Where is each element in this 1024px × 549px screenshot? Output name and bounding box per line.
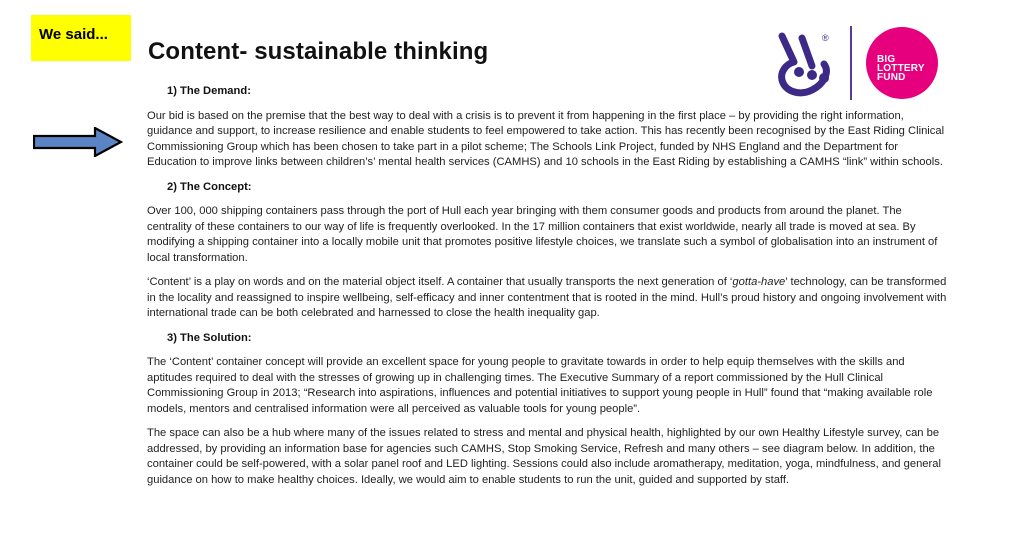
registered-mark: ®: [822, 33, 829, 43]
right-arrow-icon: [33, 127, 123, 157]
solution-paragraph-1: The ‘Content’ container concept will provide an excellent space for young people to gravitate towards in order to help equip themselves with the skills and aptitudes required to deal with the stresses of growing up in challenging times. The Executive Summary of a report commissioned by the Hull Clinical Commissioning Group in 2013; “Research into aspirations, influences and potential initiatives to support young people in Hull” found that “making available role models, mentors and centralised information were all perceived as valuable tools for young people”.: [147, 356, 933, 415]
demand-paragraph: Our bid is based on the premise that the best way to deal with a crisis is to prevent it from happening in the first place – by providing the right information, guidance and support, to increase resilience and enable students to feel empowered to take action. This has recently been recognised by the East Riding Clinical Commissioning Group which has been chosen to take part in a pilot scheme; The Schools Link Project, funded by NHS England and the Department for Education to improve links between children’s’ mental health services (CAMHS) and 10 schools in the East Riding by establishing a CAMHS “link” within schools.: [147, 109, 945, 168]
we-said-badge: [31, 15, 131, 61]
section-heading-demand: 1) The Demand:: [167, 85, 251, 97]
concept-paragraph-2: ‘Content’ is a play on words and on the material object itself. A container that usually transports the next generation of ‘gotta-have’ technology, can be transformed in the locality and reassigned to inspire wellbeing, self-efficacy and inner contentment that is rooted in the mind. Hull’s proud history and ongoing involvement with international trade can be both celebrated and harnessed to close the health inequality gap.: [147, 276, 947, 319]
concept-paragraph-1: Over 100, 000 shipping containers pass through the port of Hull each year bringing with them consumer goods and products from around the planet. The centrality of these containers to our way of life is frequently overlooked. In the 17 million containers that exist worldwide, nearly all trade is moved at sea. By modifying a shipping container into a locally mobile unit that promotes positive lifestyle choices, we translate such a symbol of globalisation into an instrument of local transformation.: [147, 205, 938, 264]
we-said-text: We said...: [39, 26, 108, 43]
solution-paragraph-2: The space can also be a hub where many of the issues related to stress and mental and physical health, highlighted by our own Healthy Lifestyle survey, can be addressed, by providing an information base for agencies such CAMHS, Stop Smoking Service, Refresh and many others – see diagram below. In addition, the container could be self-powered, with a solar panel roof and LED lighting. Sessions could also include aromatherapy, meditation, yoga, mindfulness, and general guidance on how to make healthy choices. Ideally, we would aim to enable students to run the unit, guided and supported by staff.: [147, 427, 941, 486]
big-lottery-text: BIG LOTTERY FUND: [877, 54, 925, 83]
section-heading-solution: 3) The Solution:: [167, 331, 252, 344]
page-title: Content- sustainable thinking: [148, 38, 489, 65]
section-heading-concept: 2) The Concept:: [167, 180, 252, 193]
document-body: [147, 84, 947, 497]
